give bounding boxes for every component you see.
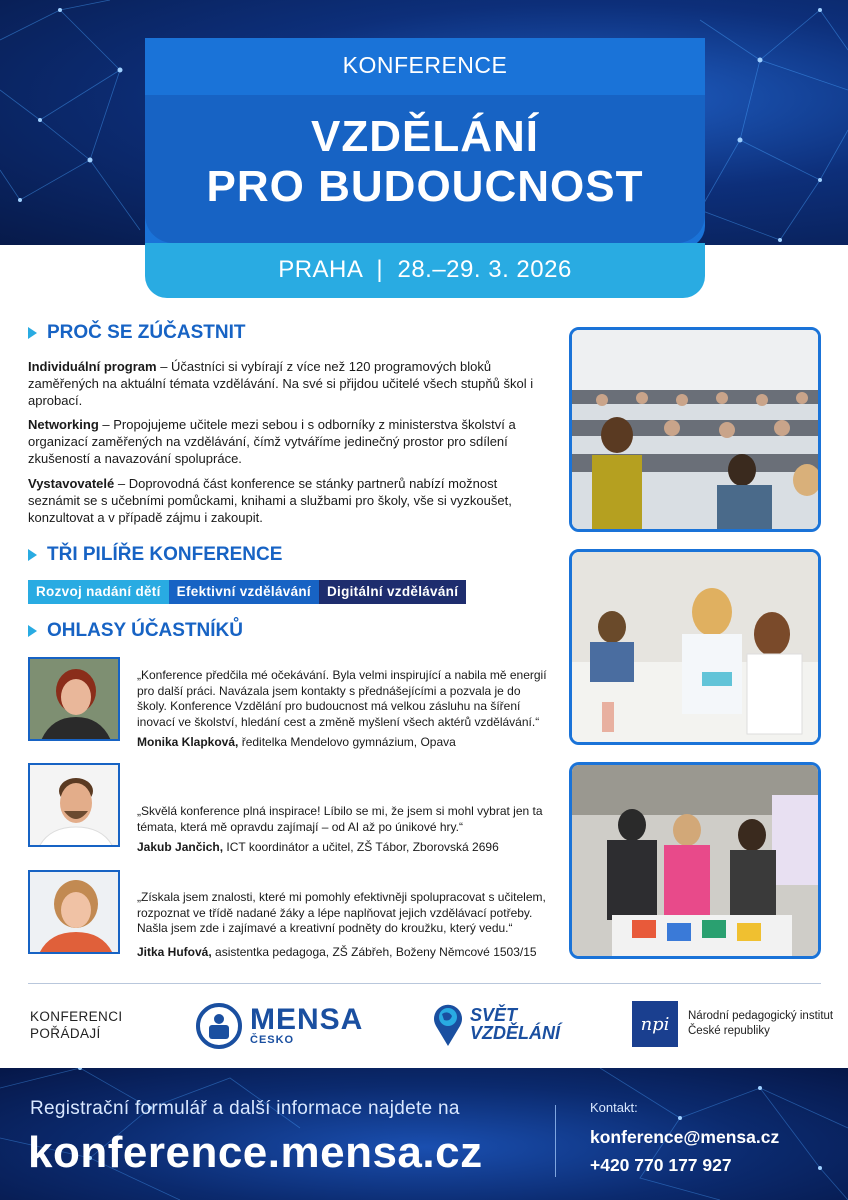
npi-logo (632, 1001, 833, 1047)
why-item-text: – Propojujeme učitele mezi sebou i s odborníky z ministerstva školství a organizací zaměřených na vzdělávání, čímž vytváříme jedinečný prostor pro sdílení zkušeností a navazování spolupráce. (28, 417, 516, 466)
registration-text: Registrační formulář a další informace najdete na (30, 1098, 460, 1119)
heading-testimonials-text: OHLASY ÚČASTNÍKŮ (47, 620, 243, 641)
photo-lecture-hall (569, 327, 821, 532)
heading-testimonials (28, 620, 243, 642)
kicker: KONFERENCE (342, 52, 508, 78)
npi-line2: České republiky (688, 1025, 770, 1037)
testimonial-quote-2: „Skvělá konference plná inspirace! Líbilo se mi, že jsem si mohl vybrat jen ta témata, která mě opravdu zajímají – od AI až po únikové hry.“ (137, 804, 543, 834)
avatar-jitka (28, 870, 120, 954)
organizers-label (30, 1008, 123, 1042)
pillars-bar (28, 580, 466, 604)
place-date: PRAHA | 28.–29. 3. 2026 (278, 256, 572, 283)
svet-line1: SVĚT (470, 1005, 518, 1025)
page-title (145, 112, 705, 212)
testimonial-author-2 (137, 840, 499, 854)
testimonial-quote-1: „Konference předčila mé očekávání. Byla velmi inspirující a nabila mě energií pro další práci. Navázala jsem kontakty s přednášejícími a pozvala je do školy. Konference Vzdělání pro budoucnost má velkou zásluhu na šíření inovací ve školství, hledání cest a změně myšlení všech aktérů vzdělávání.“ (137, 668, 547, 729)
heading-pillars (28, 544, 282, 566)
organizers-label-line1: KONFERENCI (30, 1009, 123, 1024)
divider (28, 983, 821, 984)
triangle-bullet-icon (28, 625, 37, 637)
title-line-2: PRO BUDOUCNOST (206, 162, 644, 211)
heading-pillars-text: TŘI PILÍŘE KONFERENCE (47, 544, 283, 565)
contact-label: Kontakt: (590, 1100, 638, 1115)
organizers-label-line2: POŘÁDAJÍ (30, 1026, 101, 1041)
triangle-bullet-icon (28, 327, 37, 339)
why-item-text: – Doprovodná část konference se stánky partnerů nabízí možnost seznámit se s učebními pomůckami, knihami a službami pro školy, vše si vyzkoušet, konzultovat a v případě zájmu i zakoupit. (28, 476, 512, 525)
contact-email-link[interactable]: konference@mensa.cz (590, 1127, 780, 1147)
author-name: Jitka Hufová, (137, 945, 212, 959)
avatar-monika (28, 657, 120, 741)
conference-url-link[interactable]: konference.mensa.cz (28, 1128, 483, 1177)
mensa-logo (196, 1003, 363, 1049)
why-item-program (28, 358, 538, 409)
author-role: ředitelka Mendelovo gymnázium, Opava (238, 735, 456, 749)
contact-phone[interactable]: +420 770 177 927 (590, 1155, 732, 1175)
mensa-emblem-icon (196, 1003, 242, 1049)
why-item-title: Individuální program (28, 359, 157, 374)
why-item-text: – Účastníci si vybírají z více než 120 programových bloků zaměřených na aktuální témata vzdělávání. Na své si přijdou učitelé všech stupňů škol i aprobací. (28, 359, 534, 408)
npi-line1: Národní pedagogický institut (688, 1010, 834, 1022)
mensa-sub: ČESKO (250, 1034, 295, 1046)
triangle-bullet-icon (28, 549, 37, 561)
author-name: Jakub Jančich, (137, 840, 224, 854)
testimonial-author-1 (137, 735, 456, 749)
photo-workshop (569, 549, 821, 745)
author-role: asistentka pedagoga, ZŠ Zábřeh, Boženy Němcové 1503/15 (211, 945, 537, 959)
pillar-talent: Rozvoj nadání dětí (28, 580, 169, 604)
footer-divider (555, 1105, 556, 1177)
npi-emblem: npi (632, 1001, 678, 1047)
why-item-networking (28, 416, 538, 467)
testimonial-quote-3: „Získala jsem znalosti, které mi pomohly efektivněji spolupracovat s učitelem, rozpoznat ve třídě nadané žáky a lépe naplňovat jejich vzdělávací potřeby. Našla jsem zde i zajímavé a kreativní podněty do kroužku, který vedu.“ (137, 890, 546, 935)
pillar-effective: Efektivní vzdělávání (169, 580, 319, 604)
author-name: Monika Klapková, (137, 735, 239, 749)
author-role: ICT koordinátor a učitel, ZŠ Tábor, Zborovská 2696 (223, 840, 499, 854)
testimonial-author-3 (137, 945, 537, 959)
svet-vzdelani-logo (430, 1000, 560, 1048)
avatar-jakub (28, 763, 120, 847)
svet-line2: VZDĚLÁNÍ (470, 1023, 560, 1043)
heading-why (28, 322, 245, 344)
mensa-name: MENSA (250, 1003, 364, 1036)
pillar-digital: Digitální vzdělávání (319, 580, 466, 604)
why-item-title: Vystavovatelé (28, 476, 115, 491)
heading-why-text: PROČ SE ZÚČASTNIT (47, 322, 246, 343)
title-line-1: VZDĚLÁNÍ (311, 112, 539, 161)
photo-exhibition (569, 762, 821, 959)
why-item-exhibitors (28, 475, 538, 526)
globe-pin-icon (430, 1000, 466, 1048)
why-item-title: Networking (28, 417, 99, 432)
